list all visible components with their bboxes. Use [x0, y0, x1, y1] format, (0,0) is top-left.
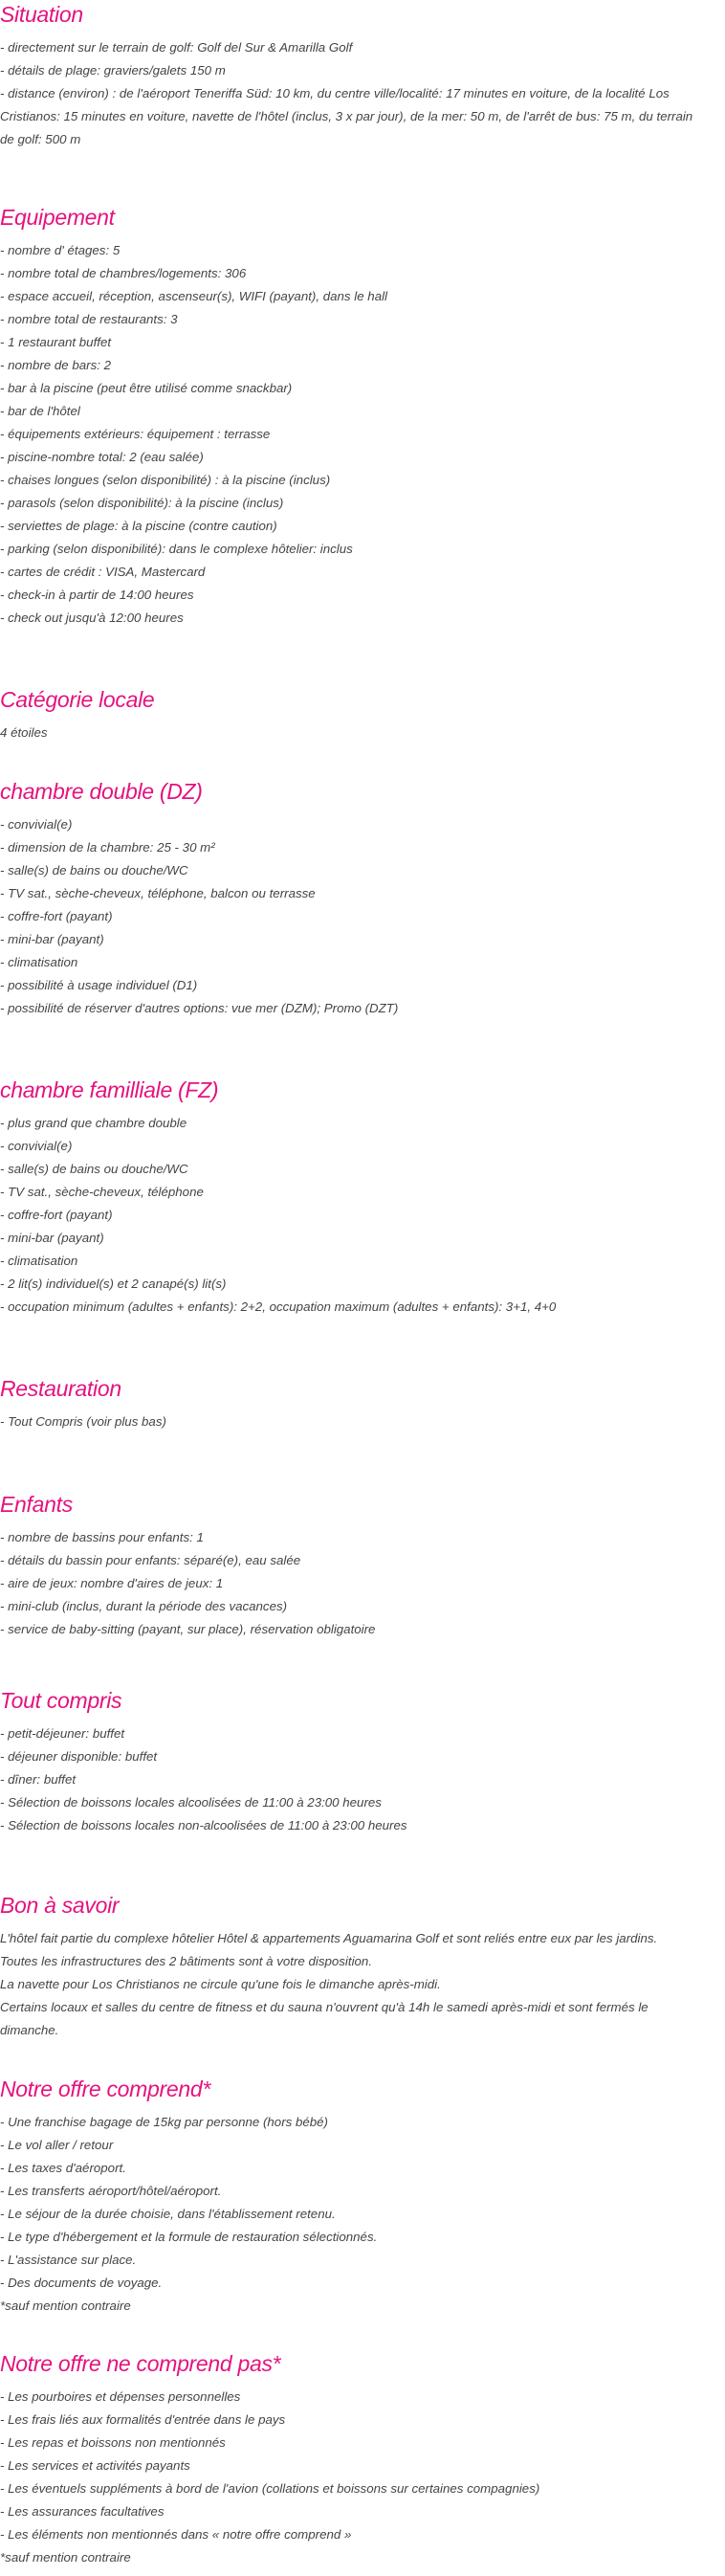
list-item: - Le vol aller / retour	[0, 2138, 114, 2152]
list-item: - possibilité à usage individuel (D1)	[0, 978, 198, 992]
list-item: - coffre-fort (payant)	[0, 1208, 113, 1222]
list-item: - Les services et activités payants	[0, 2458, 190, 2473]
list-item: - distance (environ) : de l'aéroport Teneriffa Süd: 10 km, du centre ville/localité: 17 minutes en voiture, de la localité Los Cristianos: 15 minutes en voiture, navette de l'hôtel (inclus, 3 x par jour), de la mer: 50 m, de l'arrêt de bus: 75 m, du terrain de golf: 500 m	[0, 86, 693, 146]
list-item: - salle(s) de bains ou douche/WC	[0, 1162, 188, 1176]
list-item: - climatisation	[0, 1254, 78, 1268]
section-lines	[0, 1927, 708, 2042]
section-enfants	[0, 1490, 708, 1641]
list-item: - serviettes de plage: à la piscine (contre caution)	[0, 519, 277, 533]
list-item: - Tout Compris (voir plus bas)	[0, 1414, 166, 1429]
list-item: - parking (selon disponibilité): dans le complexe hôtelier: inclus	[0, 542, 353, 556]
list-item: - coffre-fort (payant)	[0, 909, 113, 923]
list-item: - TV sat., sèche-cheveux, téléphone, balcon ou terrasse	[0, 886, 316, 900]
list-item: 4 étoiles	[0, 725, 48, 740]
list-item: - Les transferts aéroport/hôtel/aéroport.	[0, 2184, 222, 2198]
section-lines	[0, 722, 708, 744]
list-item: - mini-bar (payant)	[0, 1231, 104, 1245]
paragraph-line: L'hôtel fait partie du complexe hôtelier Hôtel & appartements Aguamarina Golf et sont reliés entre eux par les jardins.	[0, 1931, 658, 1945]
section-offre-ne-comprend-pas	[0, 2349, 708, 2569]
section-title: Catégorie locale	[0, 687, 155, 712]
section-restauration	[0, 1374, 708, 1433]
list-item: - nombre d' étages: 5	[0, 243, 121, 257]
list-item: - déjeuner disponible: buffet	[0, 1749, 158, 1764]
list-item: - Le séjour de la durée choisie, dans l'établissement retenu.	[0, 2207, 336, 2221]
section-lines	[0, 813, 708, 1020]
list-item: - piscine-nombre total: 2 (eau salée)	[0, 450, 204, 464]
section-categorie-locale	[0, 685, 708, 744]
list-item: - salle(s) de bains ou douche/WC	[0, 863, 188, 877]
section-title: Equipement	[0, 205, 115, 230]
list-item: - Des documents de voyage.	[0, 2276, 163, 2290]
list-item: - Une franchise bagage de 15kg par personne (hors bébé)	[0, 2115, 328, 2129]
list-item: - check out jusqu'à 12:00 heures	[0, 611, 184, 625]
list-item: - Les éventuels suppléments à bord de l'avion (collations et boissons sur certaines compagnies)	[0, 2481, 540, 2496]
section-title: Notre offre ne comprend pas*	[0, 2351, 281, 2376]
list-item: - mini-bar (payant)	[0, 932, 104, 946]
section-lines	[0, 1722, 708, 1837]
list-item: - plus grand que chambre double	[0, 1116, 187, 1130]
list-item: - occupation minimum (adultes + enfants): 2+2, occupation maximum (adultes + enfants): 3+1, 4+0	[0, 1299, 557, 1314]
section-lines	[0, 239, 708, 630]
section-lines	[0, 2386, 708, 2569]
list-item: - Sélection de boissons locales alcoolisées de 11:00 à 23:00 heures	[0, 1795, 382, 1810]
section-offre-comprend	[0, 2075, 708, 2318]
list-item: - dîner: buffet	[0, 1772, 77, 1787]
list-item: - bar de l'hôtel	[0, 404, 80, 418]
list-item: - espace accueil, réception, ascenseur(s), WIFI (payant), dans le hall	[0, 289, 387, 303]
section-lines	[0, 1410, 708, 1433]
list-item: - convivial(e)	[0, 1139, 73, 1153]
list-item: - 2 lit(s) individuel(s) et 2 canapé(s) lit(s)	[0, 1277, 227, 1291]
list-item: - parasols (selon disponibilité): à la piscine (inclus)	[0, 496, 284, 510]
section-title: Tout compris	[0, 1688, 122, 1713]
section-title: Restauration	[0, 1376, 121, 1401]
list-item: - Les repas et boissons non mentionnés	[0, 2435, 226, 2450]
list-item: - nombre de bassins pour enfants: 1	[0, 1530, 204, 1544]
list-item: - L'assistance sur place.	[0, 2253, 137, 2267]
paragraph-line: Certains locaux et salles du centre de fitness et du sauna n'ouvrent qu'à 14h le samedi après-midi et sont fermés le dimanche.	[0, 2000, 648, 2037]
list-item: - bar à la piscine (peut être utilisé comme snackbar)	[0, 381, 293, 395]
footnote: *sauf mention contraire	[0, 2550, 131, 2565]
section-title: Bon à savoir	[0, 1893, 120, 1918]
list-item: - petit-déjeuner: buffet	[0, 1726, 125, 1741]
list-item: - 1 restaurant buffet	[0, 335, 112, 349]
list-item: - service de baby-sitting (payant, sur place), réservation obligatoire	[0, 1622, 376, 1636]
list-item: - Les assurances facultatives	[0, 2504, 165, 2519]
list-item: - détails du bassin pour enfants: séparé(e), eau salée	[0, 1553, 301, 1567]
section-title: Notre offre comprend*	[0, 2076, 210, 2101]
list-item: - Les taxes d'aéroport.	[0, 2161, 126, 2175]
list-item: - aire de jeux: nombre d'aires de jeux: 1	[0, 1576, 224, 1590]
section-lines	[0, 2111, 708, 2318]
paragraph-line: Toutes les infrastructures des 2 bâtiments sont à votre disposition.	[0, 1954, 373, 1968]
list-item: - Les éléments non mentionnés dans « notre offre comprend »	[0, 2527, 352, 2542]
section-equipement	[0, 203, 708, 630]
list-item: - check-in à partir de 14:00 heures	[0, 588, 194, 602]
list-item: - climatisation	[0, 955, 78, 969]
list-item: - cartes de crédit : VISA, Mastercard	[0, 565, 206, 579]
footnote: *sauf mention contraire	[0, 2298, 131, 2313]
list-item: - possibilité de réserver d'autres options: vue mer (DZM); Promo (DZT)	[0, 1001, 399, 1015]
section-bon-a-savoir	[0, 1891, 708, 2042]
section-title: chambre double (DZ)	[0, 779, 203, 804]
section-title: Enfants	[0, 1492, 73, 1517]
section-tout-compris	[0, 1686, 708, 1837]
list-item: - Le type d'hébergement et la formule de restauration sélectionnés.	[0, 2230, 378, 2244]
section-title: Situation	[0, 2, 83, 27]
list-item: - mini-club (inclus, durant la période des vacances)	[0, 1599, 288, 1613]
list-item: - Les pourboires et dépenses personnelles	[0, 2389, 241, 2404]
paragraph-line: La navette pour Los Christianos ne circule qu'une fois le dimanche après-midi.	[0, 1977, 441, 1991]
list-item: - détails de plage: graviers/galets 150 m	[0, 63, 226, 78]
section-situation	[0, 0, 708, 151]
list-item: - convivial(e)	[0, 817, 73, 832]
section-lines	[0, 1526, 708, 1641]
section-lines	[0, 1112, 708, 1319]
list-item: - Sélection de boissons locales non-alcoolisées de 11:00 à 23:00 heures	[0, 1818, 407, 1832]
section-lines	[0, 36, 708, 151]
list-item: - nombre total de restaurants: 3	[0, 312, 178, 326]
section-chambre-familiale	[0, 1076, 708, 1319]
list-item: - directement sur le terrain de golf: Golf del Sur & Amarilla Golf	[0, 40, 353, 55]
section-chambre-double	[0, 777, 708, 1020]
list-item: - dimension de la chambre: 25 - 30 m²	[0, 840, 215, 855]
list-item: - nombre de bars: 2	[0, 358, 112, 372]
list-item: - Les frais liés aux formalités d'entrée dans le pays	[0, 2412, 286, 2427]
list-item: - nombre total de chambres/logements: 306	[0, 266, 247, 280]
list-item: - TV sat., sèche-cheveux, téléphone	[0, 1185, 204, 1199]
section-title: chambre familliale (FZ)	[0, 1077, 219, 1102]
list-item: - équipements extérieurs: équipement : terrasse	[0, 427, 271, 441]
list-item: - chaises longues (selon disponibilité) : à la piscine (inclus)	[0, 473, 331, 487]
